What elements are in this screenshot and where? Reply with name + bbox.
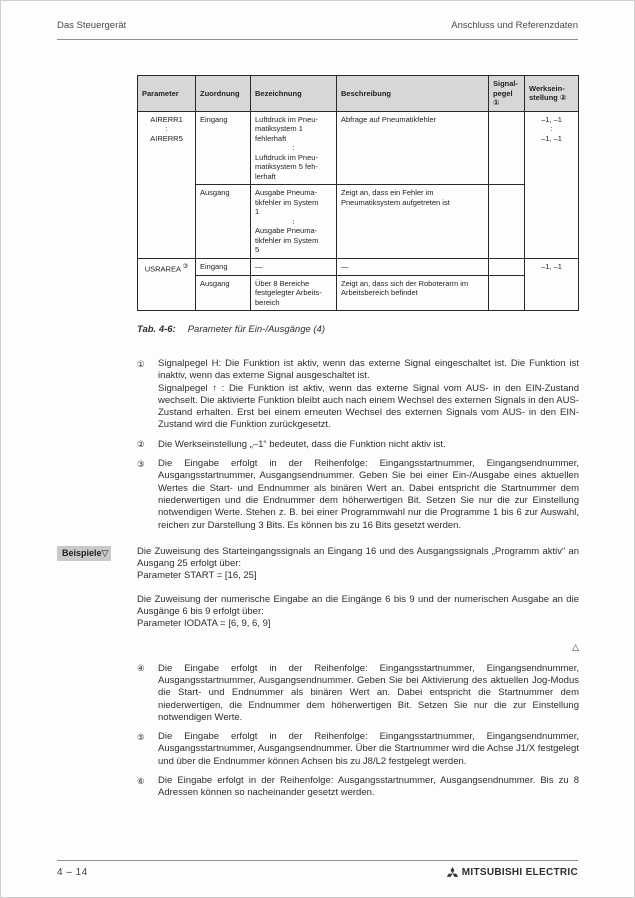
- triangle-up-icon: △: [572, 641, 579, 652]
- footnote-text: Signalpegel H: Die Funktion ist aktiv, wenn das externe Signal eingeschaltet ist. Die Funktion ist inaktiv, wenn das externe Signal ausgeschaltet ist. Signalpegel ↑ : Die Funktion ist aktiv, wenn das externe Signal vom AUS- in den EIN-Zustand wechselt. Die aktivierte Funktion bleibt auch nach einem Wechsel des externen Signals in den AUS-Zustand erhalten. Erst bei einem erneuten Wechsel des externen Signals vom AUS- in den EIN-Zustand wird die Funktion zurückgesetzt.: [158, 358, 579, 431]
- header-rule: [57, 39, 578, 40]
- example-text: Die Zuweisung der numerische Eingabe an die Eingänge 6 bis 9 und der numerischen Ausgabe an die Ausgänge 6 bis 9 erfolgt über:: [137, 593, 579, 618]
- cell-signalpegel: [489, 111, 525, 185]
- example-end-marker: [137, 642, 579, 654]
- page-number: 4 – 14: [57, 867, 88, 878]
- footnote: [137, 663, 579, 724]
- footnote: [137, 731, 579, 768]
- col-header-parameter: Parameter: [138, 76, 196, 112]
- header-right-text: Anschluss und Referenzdaten: [451, 20, 578, 31]
- cell-bezeichnung: —: [251, 258, 337, 275]
- footnote-marker: ⑥: [137, 775, 145, 786]
- table-header-row: [138, 76, 579, 112]
- header-left-text: Das Steuergerät: [57, 20, 127, 31]
- examples-label-text: Beispiele: [62, 547, 102, 558]
- cell-bezeichnung: Über 8 Bereiche festgelegter Arbeits- bereich: [251, 275, 337, 311]
- examples-section: [62, 545, 579, 654]
- table-row: [138, 185, 579, 259]
- col-header-beschreibung: Beschreibung: [337, 76, 489, 112]
- page-content: [62, 75, 579, 807]
- cell-beschreibung: Zeigt an, dass sich der Roboterarm im Arbeitsbereich befindet: [337, 275, 489, 311]
- footnote: [137, 358, 579, 432]
- caption-text: Parameter für Ein-/Ausgänge (4): [187, 324, 326, 335]
- triangle-down-icon: ▽: [101, 547, 109, 558]
- brand-name: MITSUBISHI ELECTRIC: [461, 867, 578, 878]
- examples-label: [57, 546, 111, 561]
- cell-zuordnung: Ausgang: [196, 185, 251, 259]
- footer-rule: [57, 860, 578, 861]
- footnote: [137, 775, 579, 800]
- cell-parameter-airerr: AIRERR1 : AIRERR5: [138, 111, 196, 258]
- cell-beschreibung: Zeigt an, dass ein Fehler im Pneumatiksystem aufgetreten ist: [337, 185, 489, 259]
- table-row: [138, 111, 579, 185]
- brand-mark: [446, 867, 578, 878]
- footnote-text: Die Eingabe erfolgt in der Reihenfolge: Eingangsstartnummer, Eingangsendnummer, Ausgangsstartnummer, Ausgangsendnummer. Geben Sie bei Aktivierung des aktuellen Jog-Modus die Start- und Endnummer als binären Wert an. Dabei entspricht die Startnummer dem niederwertigen, die Endnummer dem höherwertigen Bit. Setzen Sie nur die zur Einstellung notwendigen Werte.: [158, 662, 579, 723]
- cell-zuordnung: Eingang: [196, 111, 251, 185]
- footnote-marker: ④: [137, 663, 145, 674]
- cell-werkseinstellung-usrarea: –1, –1: [525, 258, 579, 311]
- col-header-werkseinstellung: Werksein- stellung ②: [525, 76, 579, 112]
- cell-beschreibung: Abfrage auf Pneumatikfehler: [337, 111, 489, 185]
- cell-bezeichnung: Luftdruck im Pneu- matiksystem 1 fehlerhaft : Luftdruck im Pneu- matiksystem 5 feh- lerhaft: [251, 111, 337, 185]
- caption-label: Tab. 4-6:: [137, 324, 176, 335]
- example-item: [137, 594, 579, 631]
- page-header: [57, 20, 578, 31]
- cell-bezeichnung: Ausgabe Pneuma- tikfehler im System 1 : Ausgabe Pneuma- tikfehler im System 5: [251, 185, 337, 259]
- parameter-name: USRAREA: [144, 264, 181, 273]
- footnote-text: Die Werkseinstellung „–1“ bedeutet, dass die Funktion nicht aktiv ist.: [158, 438, 446, 450]
- cell-zuordnung: Eingang: [196, 258, 251, 275]
- parameters-table: [137, 75, 579, 311]
- parameter-footnote-ref: ③: [182, 262, 189, 270]
- example-text: Die Zuweisung des Starteingangssignals an Eingang 16 und des Ausgangssignals „Programm aktiv“ an Ausgang 25 erfolgt über:: [137, 545, 579, 570]
- col-header-signalpegel: Signal- pegel ①: [489, 76, 525, 112]
- footnote: [137, 439, 579, 451]
- footnote-marker: ①: [137, 358, 145, 369]
- footnote-text: Die Eingabe erfolgt in der Reihenfolge: Ausgangsstartnummer, Ausgangsendnummer. Bis zu 8 Adressen können so nacheinander gesetzt werden.: [158, 775, 579, 799]
- table-caption: [137, 324, 579, 335]
- cell-zuordnung: Ausgang: [196, 275, 251, 311]
- table-row: [138, 275, 579, 311]
- cell-signalpegel: [489, 185, 525, 259]
- col-header-zuordnung: Zuordnung: [196, 76, 251, 112]
- footnotes-block-1: [137, 358, 579, 532]
- example-item: [137, 546, 579, 583]
- cell-beschreibung: —: [337, 258, 489, 275]
- cell-parameter-usrarea: [138, 258, 196, 311]
- page-footer: [57, 867, 578, 878]
- footnote-text: Die Eingabe erfolgt in der Reihenfolge: Eingangsstartnummer, Eingangsendnummer, Ausgangsstartnummer, Ausgangsendnummer. Über die Startnummer wird die Achse J1/X festgelegt und über die Endnummer können Achsen bis zu J8/L2 festgelegt werden.: [158, 731, 579, 767]
- cell-signalpegel: [489, 275, 525, 311]
- table-row: [138, 258, 579, 275]
- footnote-marker: ③: [137, 458, 145, 469]
- example-code: Parameter IODATA = [6, 9, 6, 9]: [137, 618, 271, 630]
- mitsubishi-logo: [446, 867, 459, 878]
- cell-werkseinstellung-airerr: –1, –1 : –1, –1: [525, 111, 579, 258]
- footnotes-block-2: [137, 663, 579, 800]
- footnote-marker: ②: [137, 439, 145, 450]
- example-code: Parameter START = [16, 25]: [137, 570, 257, 582]
- footnote-marker: ⑤: [137, 731, 145, 742]
- footnote-text: Die Eingabe erfolgt in der Reihenfolge: Eingangsstartnummer, Eingangsendnummer, Ausgangsstartnummer, Ausgangsendnummer. Geben Sie bei einer Ein-/Ausgabe eines aktuellen Wertes die Start- und Endnummer als binären Wert an. Dabei entspricht die Startnummer dem niederwertigen und die Endnummer dem höherwertigen Bit. Setzen Sie nur die zur Einstellung notwendigen Werte. Stehen z. B. bei einer Programmwahl nur die Programme 1 bis 6 zur Auswahl, reichen zur Darstellung 3 Bits. Es können bis zu 16 Bits gesetzt werden.: [158, 458, 579, 531]
- cell-signalpegel: [489, 258, 525, 275]
- footnote: [137, 458, 579, 532]
- col-header-bezeichnung: Bezeichnung: [251, 76, 337, 112]
